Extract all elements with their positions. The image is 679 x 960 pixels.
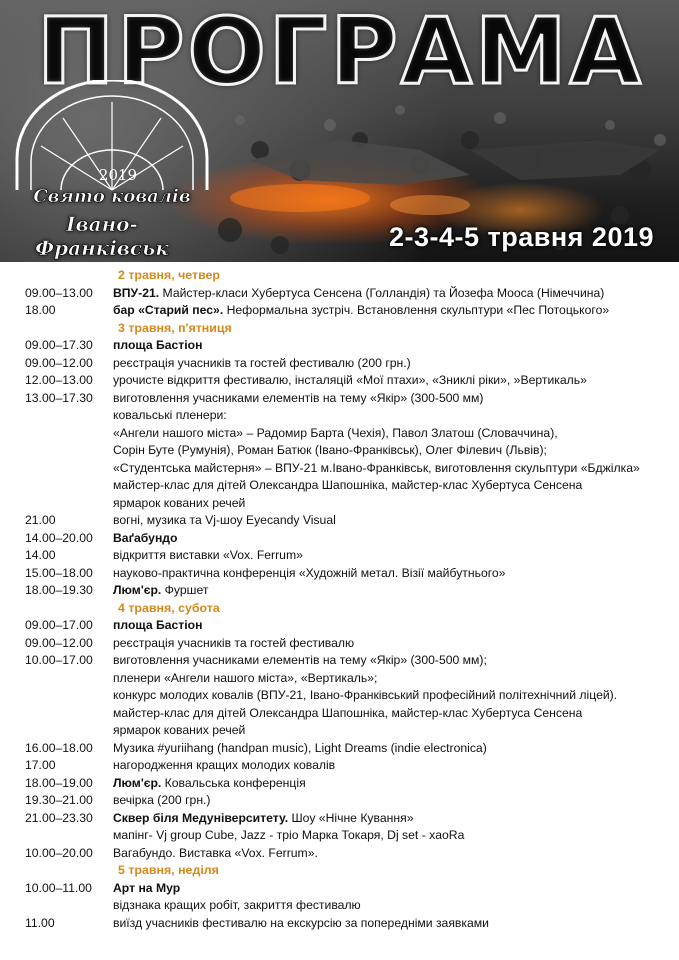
event-description: [113, 390, 679, 408]
event-time: 09.00–12.00: [25, 635, 93, 650]
event-text: відкриття виставки «Vox. Ferrum»: [113, 548, 303, 562]
event-description: [113, 302, 679, 320]
event-text: Музика #yuriihang (handpan music), Light Dreams (indie electronica): [113, 740, 487, 755]
event-text: виїзд учасників фестивалю на екскурсію за попередніми заявками: [113, 915, 489, 930]
event-detail-line: «Студентська майстерня» – ВПУ-21 м.Івано-Франківськ, виготовлення скульптури «Бджілка»: [113, 460, 640, 475]
event-venue: Люм'єр.: [113, 775, 162, 790]
event-text: Фуршет: [161, 583, 209, 597]
event-detail-line: відзнака кращих робіт, закриття фестивалю: [113, 898, 361, 912]
time-spacer: [0, 477, 113, 495]
schedule-row: [0, 390, 679, 408]
event-time: 12.00–13.00: [25, 373, 93, 387]
schedule-row: [0, 285, 679, 303]
event-time: 17.00: [25, 758, 56, 772]
schedule-row: [0, 845, 679, 863]
event-detail-line: майстер-клас для дітей Олександра Шапошніка, майстер-клас Хубертуса Сенсена: [113, 705, 583, 720]
event-text: Шоу «Нічне Кування»: [288, 810, 414, 825]
event-text: Майстер-класи Хубертуса Сенсена (Голландія) та Йозефа Мооса (Німеччина): [159, 285, 605, 300]
event-description: [113, 582, 679, 600]
schedule-continuation-row: [0, 460, 679, 478]
event-description: [113, 565, 679, 583]
event-text: Вагабундо. Виставка «Vox. Ferrum».: [113, 845, 318, 860]
event-description: [113, 915, 679, 933]
schedule-continuation-row: [0, 897, 679, 915]
event-time: 09.00–17.00: [25, 618, 93, 632]
event-venue: Ваґабундо: [113, 530, 178, 545]
event-text: реєстрація учасників та гостей фестивалю (200 грн.): [113, 355, 411, 370]
event-description: [113, 810, 679, 828]
event-time: 15.00–18.00: [25, 565, 93, 580]
event-time: 18.00: [25, 303, 56, 317]
day-heading: 2 травня, четвер: [118, 268, 220, 282]
schedule-row: [0, 337, 679, 355]
event-time: 11.00: [25, 915, 55, 930]
event-detail-line: ярмарок кованих речей: [113, 723, 246, 737]
schedule-row: [0, 372, 679, 390]
event-text: виготовлення учасниками елементів на тему «Якір» (300-500 мм);: [113, 653, 487, 667]
schedule-row: [0, 810, 679, 828]
event-time: 09.00–13.00: [25, 285, 93, 300]
event-detail-line: майстер-клас для дітей Олександра Шапошніка, майстер-клас Хубертуса Сенсена: [113, 478, 583, 492]
event-description: [113, 355, 679, 373]
event-detail-line: ковальські пленери:: [113, 408, 227, 422]
day-heading: 4 травня, субота: [118, 600, 220, 615]
event-description: [113, 880, 679, 898]
event-description: [113, 547, 679, 565]
event-venue: ВПУ-21.: [113, 285, 160, 300]
time-spacer: [0, 442, 113, 460]
schedule-continuation-row: [0, 670, 679, 688]
time-spacer: [0, 722, 113, 740]
time-spacer: [0, 407, 113, 425]
time-spacer: [0, 495, 113, 513]
logo-city-name: Івано-Франківськ: [35, 212, 169, 260]
event-description: [113, 845, 679, 863]
schedule-continuation-row: [0, 425, 679, 443]
event-description: [113, 337, 679, 355]
event-description: [113, 740, 679, 758]
event-description: [113, 617, 679, 635]
event-text: виготовлення учасниками елементів на тему «Якір» (300-500 мм): [113, 390, 484, 405]
event-description: [113, 285, 679, 303]
event-text: вечірка (200 грн.): [113, 793, 211, 807]
schedule-row: [0, 652, 679, 670]
day-heading: 3 травня, п'ятниця: [118, 320, 232, 335]
schedule-row: [0, 880, 679, 898]
event-text: науково-практична конференція «Художній метал. Візії майбутнього»: [113, 565, 506, 580]
event-time: 19.30–21.00: [25, 793, 93, 807]
event-time: 10.00–20.00: [25, 845, 93, 860]
event-text: Ковальська конференція: [161, 775, 306, 790]
schedule-continuation-row: [0, 407, 679, 425]
schedule-row: [0, 757, 679, 775]
event-text: реєстрація учасників та гостей фестивалю: [113, 635, 355, 650]
schedule-row: [0, 530, 679, 548]
event-time: 21.00–23.30: [25, 810, 93, 825]
event-time: 14.00–20.00: [25, 530, 93, 545]
event-venue: Сквер біля Медуніверситету.: [113, 810, 289, 825]
schedule-row: [0, 775, 679, 793]
time-spacer: [0, 670, 113, 688]
schedule-continuation-row: [0, 827, 679, 845]
event-text: урочисте відкриття фестивалю, інсталяцій «Мої птахи», «Зниклі ріки», »Вертикаль»: [113, 373, 587, 387]
schedule-row: [0, 792, 679, 810]
event-venue: Арт на Мур: [113, 880, 181, 895]
time-spacer: [0, 705, 113, 723]
event-detail-line: конкурс молодих ковалів (ВПУ-21, Івано-Франківський професійний політехнічний ліцей).: [113, 688, 618, 702]
schedule-row: [0, 582, 679, 600]
logo-festival-name: Свято ковалів: [33, 186, 191, 207]
schedule-row: [0, 512, 679, 530]
event-description: [113, 635, 679, 653]
time-spacer: [0, 897, 113, 915]
event-time: 09.00–17.30: [25, 338, 93, 352]
event-detail-line: пленери «Ангели нашого міста», «Вертикаль»;: [113, 670, 378, 685]
poster-title: ПРОГРАМА: [37, 0, 644, 105]
event-time: 09.00–12.00: [25, 355, 93, 370]
event-detail-line: ярмарок кованих речей: [113, 495, 246, 510]
event-venue: площа Бастіон: [113, 338, 203, 352]
event-description: [113, 652, 679, 670]
event-time: 10.00–17.00: [25, 653, 93, 667]
schedule-row: [0, 635, 679, 653]
event-time: 18.00–19.30: [25, 583, 93, 597]
time-spacer: [0, 425, 113, 443]
schedule-continuation-row: [0, 477, 679, 495]
event-time: 18.00–19.00: [25, 775, 93, 790]
event-venue: площа Бастіон: [113, 618, 203, 632]
event-text: Неформальна зустріч. Встановлення скульптури «Пес Потоцького»: [223, 303, 610, 317]
schedule-continuation-row: [0, 495, 679, 513]
festival-dates: 2-3-4-5 травня 2019: [389, 222, 654, 252]
event-time: 10.00–11.00: [25, 880, 92, 895]
time-spacer: [0, 460, 113, 478]
schedule: [0, 267, 679, 932]
schedule-continuation-row: [0, 687, 679, 705]
poster-header: [0, 0, 679, 262]
event-text: вогні, музика та Vj-шоу Eyecandy Visual: [113, 513, 336, 527]
event-text: нагородження кращих молодих ковалів: [113, 758, 336, 772]
schedule-row: [0, 355, 679, 373]
event-description: [113, 512, 679, 530]
schedule-row: [0, 565, 679, 583]
schedule-continuation-row: [0, 705, 679, 723]
schedule-row: [0, 302, 679, 320]
event-venue: Люм'єр.: [113, 583, 162, 597]
event-time: 16.00–18.00: [25, 740, 93, 755]
schedule-continuation-row: [0, 442, 679, 460]
day-heading: 5 травня, неділя: [118, 863, 219, 877]
schedule-row: [0, 915, 679, 933]
event-description: [113, 757, 679, 775]
event-time: 13.00–17.30: [25, 390, 93, 405]
schedule-continuation-row: [0, 722, 679, 740]
event-time: 21.00: [25, 513, 56, 527]
event-detail-line: «Ангели нашого міста» – Радомир Барта (Чехія), Павол Златош (Словаччина),: [113, 425, 558, 440]
schedule-row: [0, 740, 679, 758]
event-detail-line: мапінг- Vj group Cube, Jazz - тріо Марка Токаря, Dj set - xaoRa: [113, 828, 465, 842]
event-venue: бар «Старий пес».: [113, 303, 224, 317]
event-description: [113, 530, 679, 548]
schedule-row: [0, 617, 679, 635]
logo-year: 2019: [98, 166, 138, 184]
event-description: [113, 775, 679, 793]
event-description: [113, 372, 679, 390]
time-spacer: [0, 827, 113, 845]
schedule-row: [0, 547, 679, 565]
event-time: 14.00: [25, 548, 56, 562]
event-detail-line: Сорін Буте (Румунія), Роман Батюк (Івано-Франківськ), Олег Філевич (Львів);: [113, 443, 547, 457]
time-spacer: [0, 687, 113, 705]
event-description: [113, 792, 679, 810]
